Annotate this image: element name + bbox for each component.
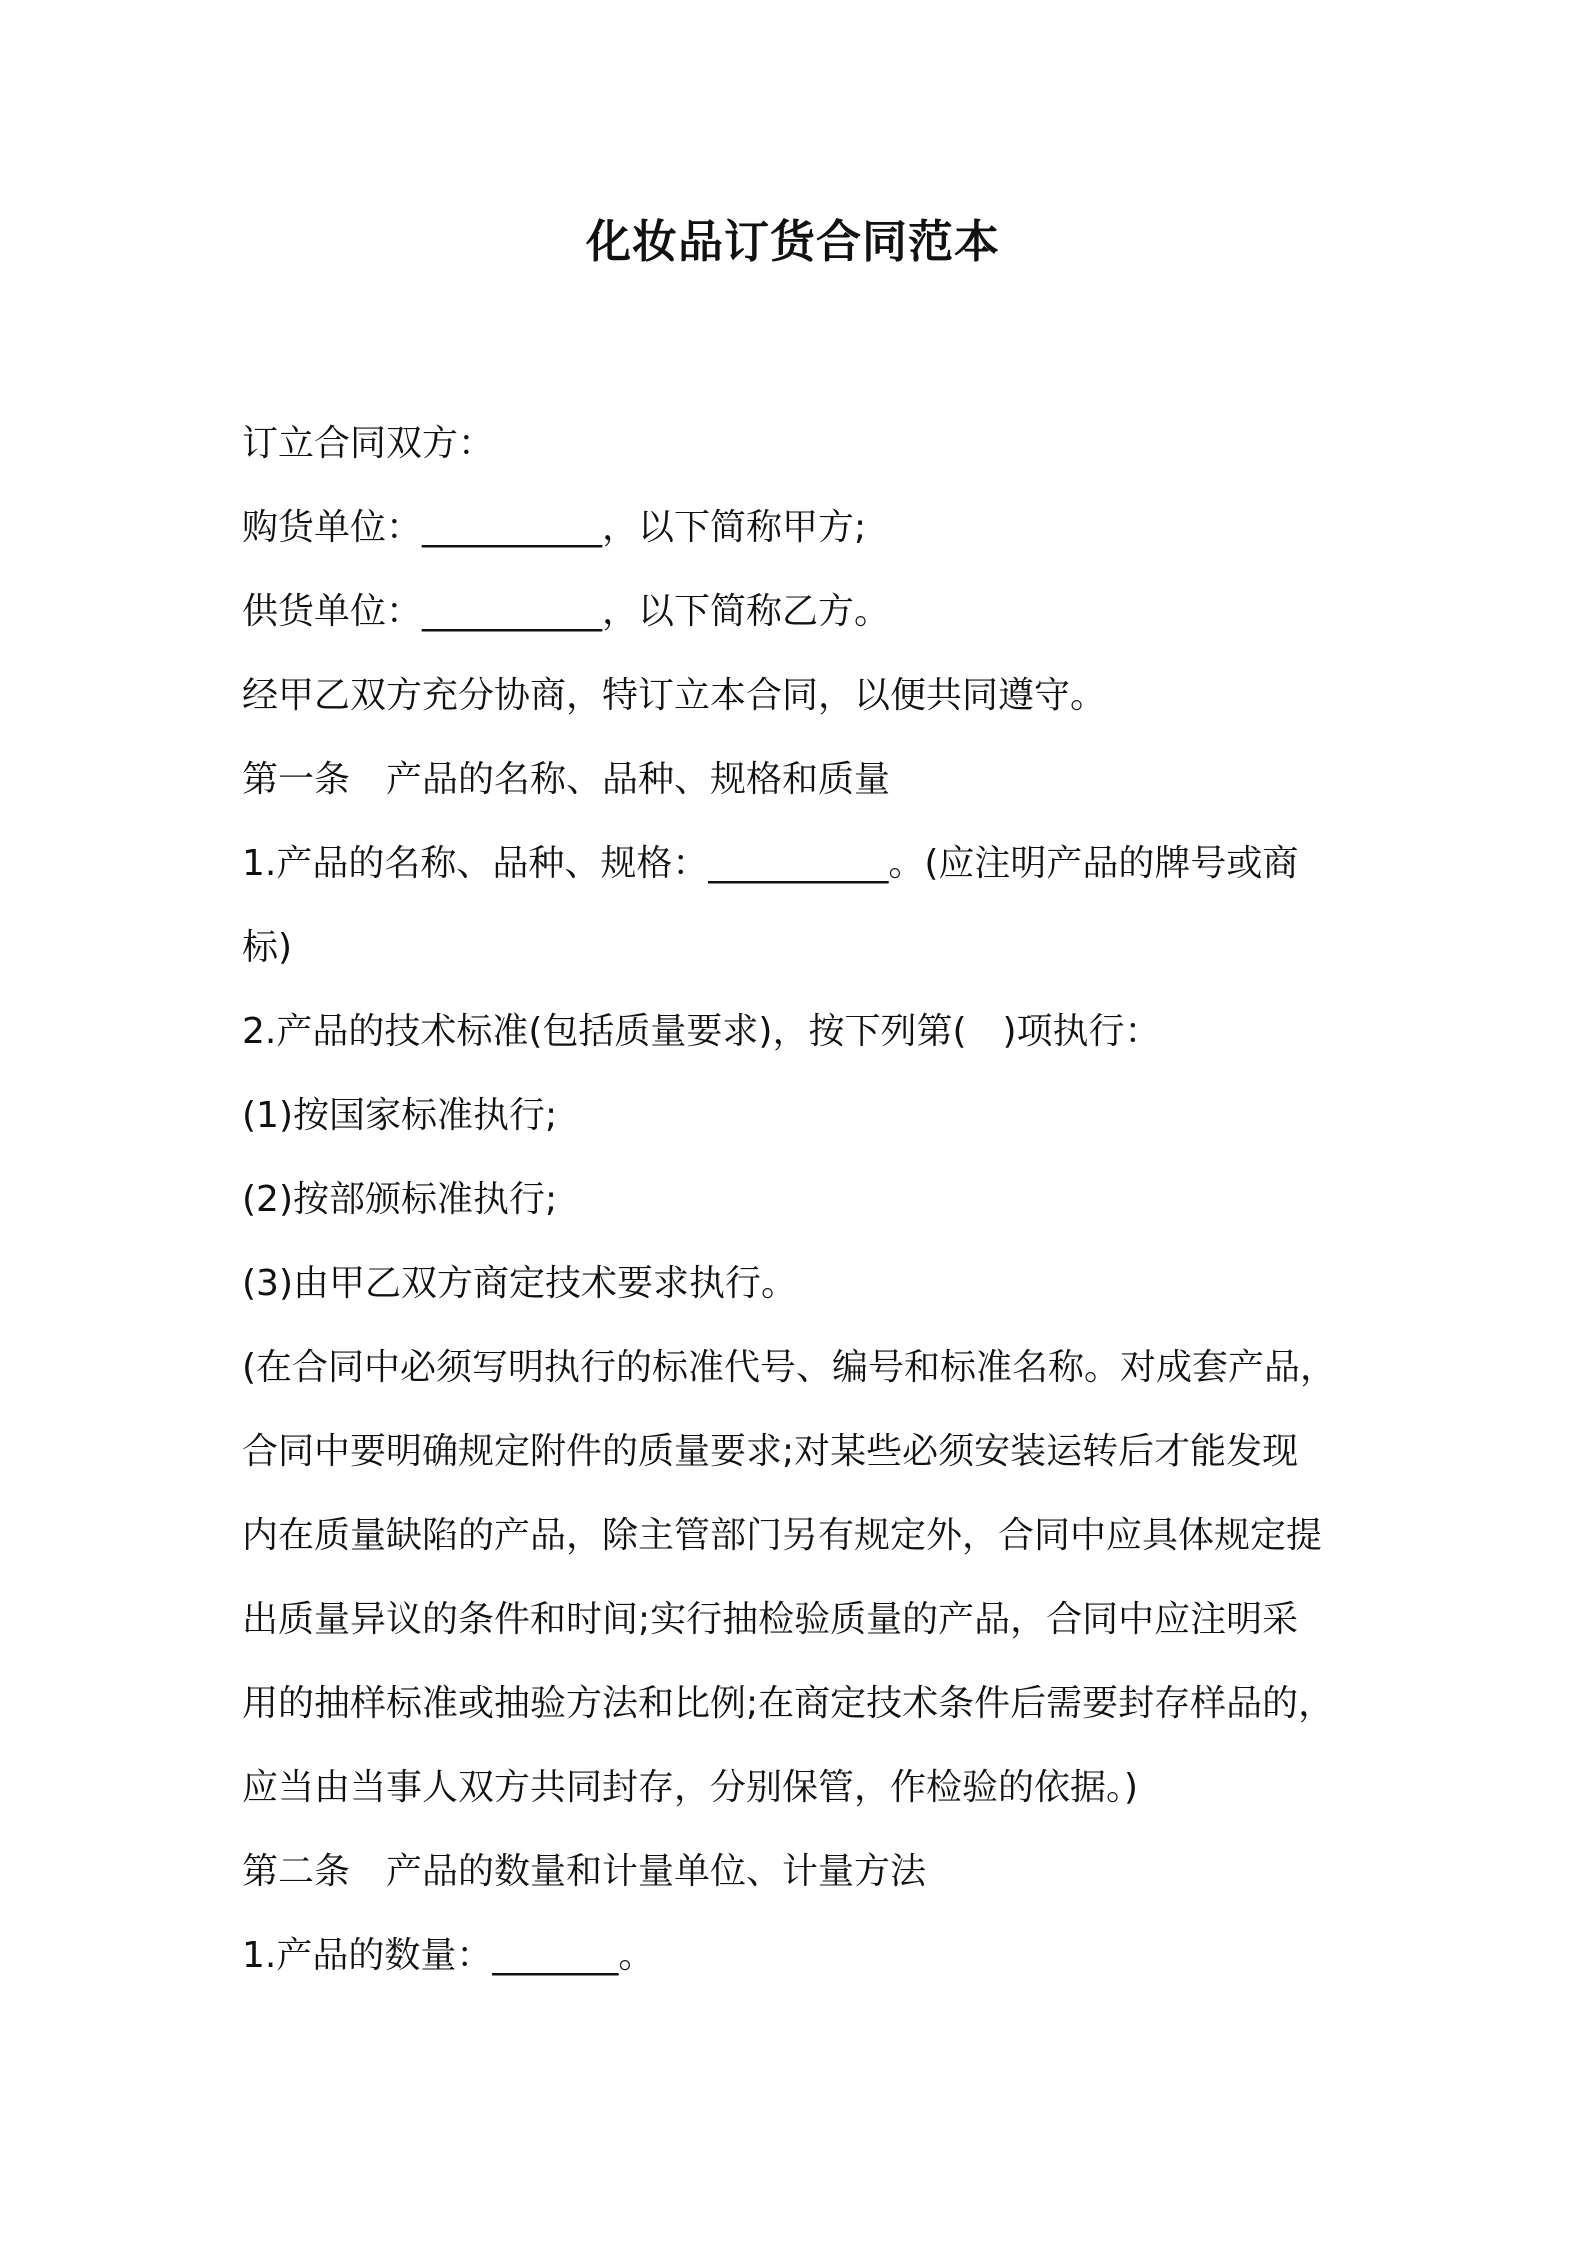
article-two-heading: 第二条 产品的数量和计量单位、计量方法	[242, 1851, 927, 1892]
note-paragraph-line-2: 合同中要明确规定附件的质量要求;对某些必须安装运转后才能发现	[242, 1431, 1299, 1472]
agreement-line: 经甲乙双方充分协商，特订立本合同，以便共同遵守。	[242, 675, 1107, 716]
document-body	[242, 402, 1364, 1998]
product-quantity-line: 1.产品的数量：_______。	[242, 1935, 655, 1976]
document-title: 化妆品订货合同范本	[585, 215, 1000, 268]
product-spec-line: 1.产品的名称、品种、规格：__________。(应注明产品的牌号或商	[242, 843, 1299, 884]
note-paragraph-line-6: 应当由当事人双方共同封存，分别保管，作检验的依据。)	[242, 1767, 1139, 1808]
standard-option-3: (3)由甲乙双方商定技术要求执行。	[242, 1263, 797, 1304]
standard-option-2: (2)按部颁标准执行;	[242, 1179, 558, 1220]
standard-option-1: (1)按国家标准执行;	[242, 1095, 558, 1136]
note-paragraph-line-5: 用的抽样标准或抽验方法和比例;在商定技术条件后需要封存样品的，	[242, 1683, 1335, 1724]
note-paragraph-line-4: 出质量异议的条件和时间;实行抽检验质量的产品，合同中应注明采	[242, 1599, 1299, 1640]
product-spec-line-cont: 标)	[242, 927, 293, 968]
supplier-line: 供货单位：__________，以下简称乙方。	[242, 591, 891, 632]
parties-heading: 订立合同双方：	[242, 423, 495, 464]
technical-standard-line: 2.产品的技术标准(包括质量要求)，按下列第( )项执行：	[242, 1011, 1161, 1052]
article-one-heading: 第一条 产品的名称、品种、规格和质量	[242, 759, 891, 800]
buyer-line: 购货单位：__________，以下简称甲方;	[242, 507, 867, 548]
note-paragraph-line-1: (在合同中必须写明执行的标准代号、编号和标准名称。对成套产品，	[242, 1347, 1337, 1388]
note-paragraph-line-3: 内在质量缺陷的产品，除主管部门另有规定外，合同中应具体规定提	[242, 1515, 1323, 1556]
